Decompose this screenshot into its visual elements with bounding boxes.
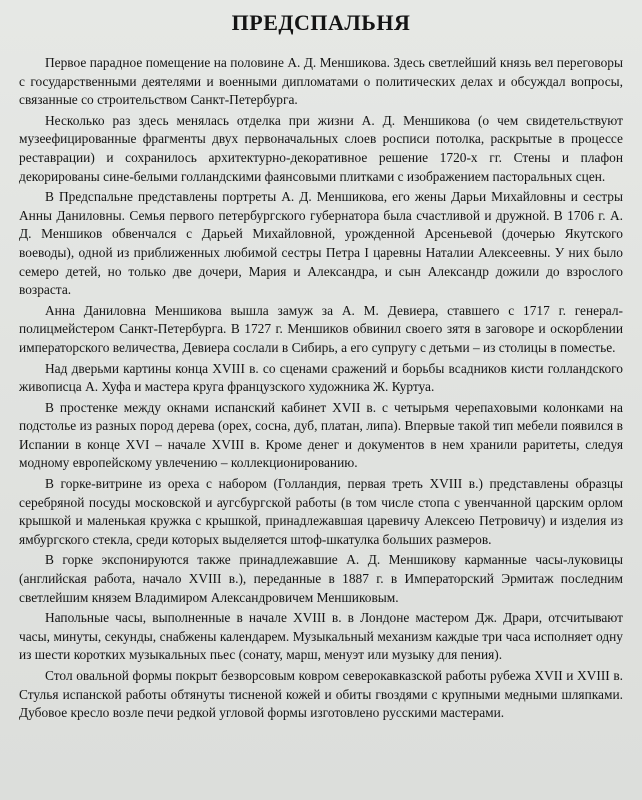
paragraph-9: Напольные часы, выполненные в начале XVIII в. в Лондоне мастером Дж. Драри, отсчитывают часы, минуты, секунды, снабжены календарем. Музыкальный механизм каждые три часа исполняет одну из шести коротких музыкальных пьес (сонату, марш, менуэт или музыку для пения). bbox=[19, 610, 623, 663]
paragraph-2: Несколько раз здесь менялась отделка при жизни А. Д. Меншикова (о чем свидетельствуют музеефицированные фрагменты двух первоначальных слоев росписи потолка, раскрытые в процессе реставрации) и сохранилось архитектурно-декоративное решение 1720-х гг. Стены и плафон декорированы сине-белыми голландскими фаянсовыми плитками с изображением пасторальных сцен. bbox=[19, 112, 623, 184]
paragraph-1: Первое парадное помещение на половине А. Д. Меншикова. Здесь светлейший князь вел переговоры с государственными деятелями и военными дипломатами о политических делах и обсуждал вопросы, связанные со строительством Санкт-Петербурга. bbox=[19, 55, 623, 108]
paragraph-3: В Предспальне представлены портреты А. Д. Меншикова, его жены Дарьи Михайловны и сестры Анны Даниловны. Семья первого петербургского губернатора была счастливой и дружной. В 1706 г. А. Д. Меншиков обвенчался с Дарьей Михайловной, урожденной Арсеньевой (дочерью Якутского воеводы), одной из приближенных любимой сестры Петра I царевны Наталии Алексеевны. У них было семеро детей, но только две дочери, Мария и Александра, и сын Александр дожили до взрослого возраста. bbox=[19, 189, 623, 298]
paragraph-5: Над дверьми картины конца XVIII в. со сценами сражений и борьбы всадников кисти голландского живописца А. Хуфа и мастера круга французского художника Ж. Куртуа. bbox=[19, 360, 623, 395]
paragraph-8: В горке экспонируются также принадлежавшие А. Д. Меншикову карманные часы-луковицы (английская работа, начало XVIII в.), переданные в 1887 г. в Императорский Эрмитаж последним светлейшим князем Владимиром Александровичем Меншиковым. bbox=[19, 552, 623, 605]
page-title: ПРЕДСПАЛЬНЯ bbox=[231, 10, 411, 35]
paragraph-6: В простенке между окнами испанский кабинет XVII в. с четырьмя черепаховыми колонками на подстолье из разных пород дерева (орех, сосна, дуб, платан, липа). Впервые такой тип мебели появился в Испании в конце XVI – начале XVIII в. Кроме денег и документов в нем хранили раритеты, следуя модному европейскому увлечению – коллекционированию. bbox=[19, 399, 623, 471]
paragraph-7: В горке-витрине из ореха с набором (Голландия, первая треть XVIII в.) представлены образцы серебряной посуды московской и аугсбургской работы (в том числе стопа с увенчанной царским орлом крышкой и маленькая кружка с крышкой, принадлежавшая царевичу Алексею Петровичу) и изделия из ямбургского стекла, среди которых выделяется штоф-шкатулка больших размеров. bbox=[19, 476, 623, 547]
paragraph-4: Анна Даниловна Меншикова вышла замуж за А. М. Девиера, ставшего с 1717 г. генерал-полицмейстером Санкт-Петербурга. В 1727 г. Меншиков обвинил своего зятя в заговоре и оскорблении императорского величества, Девиера сослали в Сибирь, а его супругу с детьми – из столицы в поместье. bbox=[19, 302, 623, 355]
paragraph-10: Стол овальной формы покрыт безворсовым ковром северокавказской работы рубежа XVII и XVIII в. Стулья испанской работы обтянуты тисненой кожей и обиты гвоздями с крупными медными шляпками. Дубовое кресло возле печи редкой угловой формы изготовлено русскими мастерами. bbox=[19, 668, 623, 721]
